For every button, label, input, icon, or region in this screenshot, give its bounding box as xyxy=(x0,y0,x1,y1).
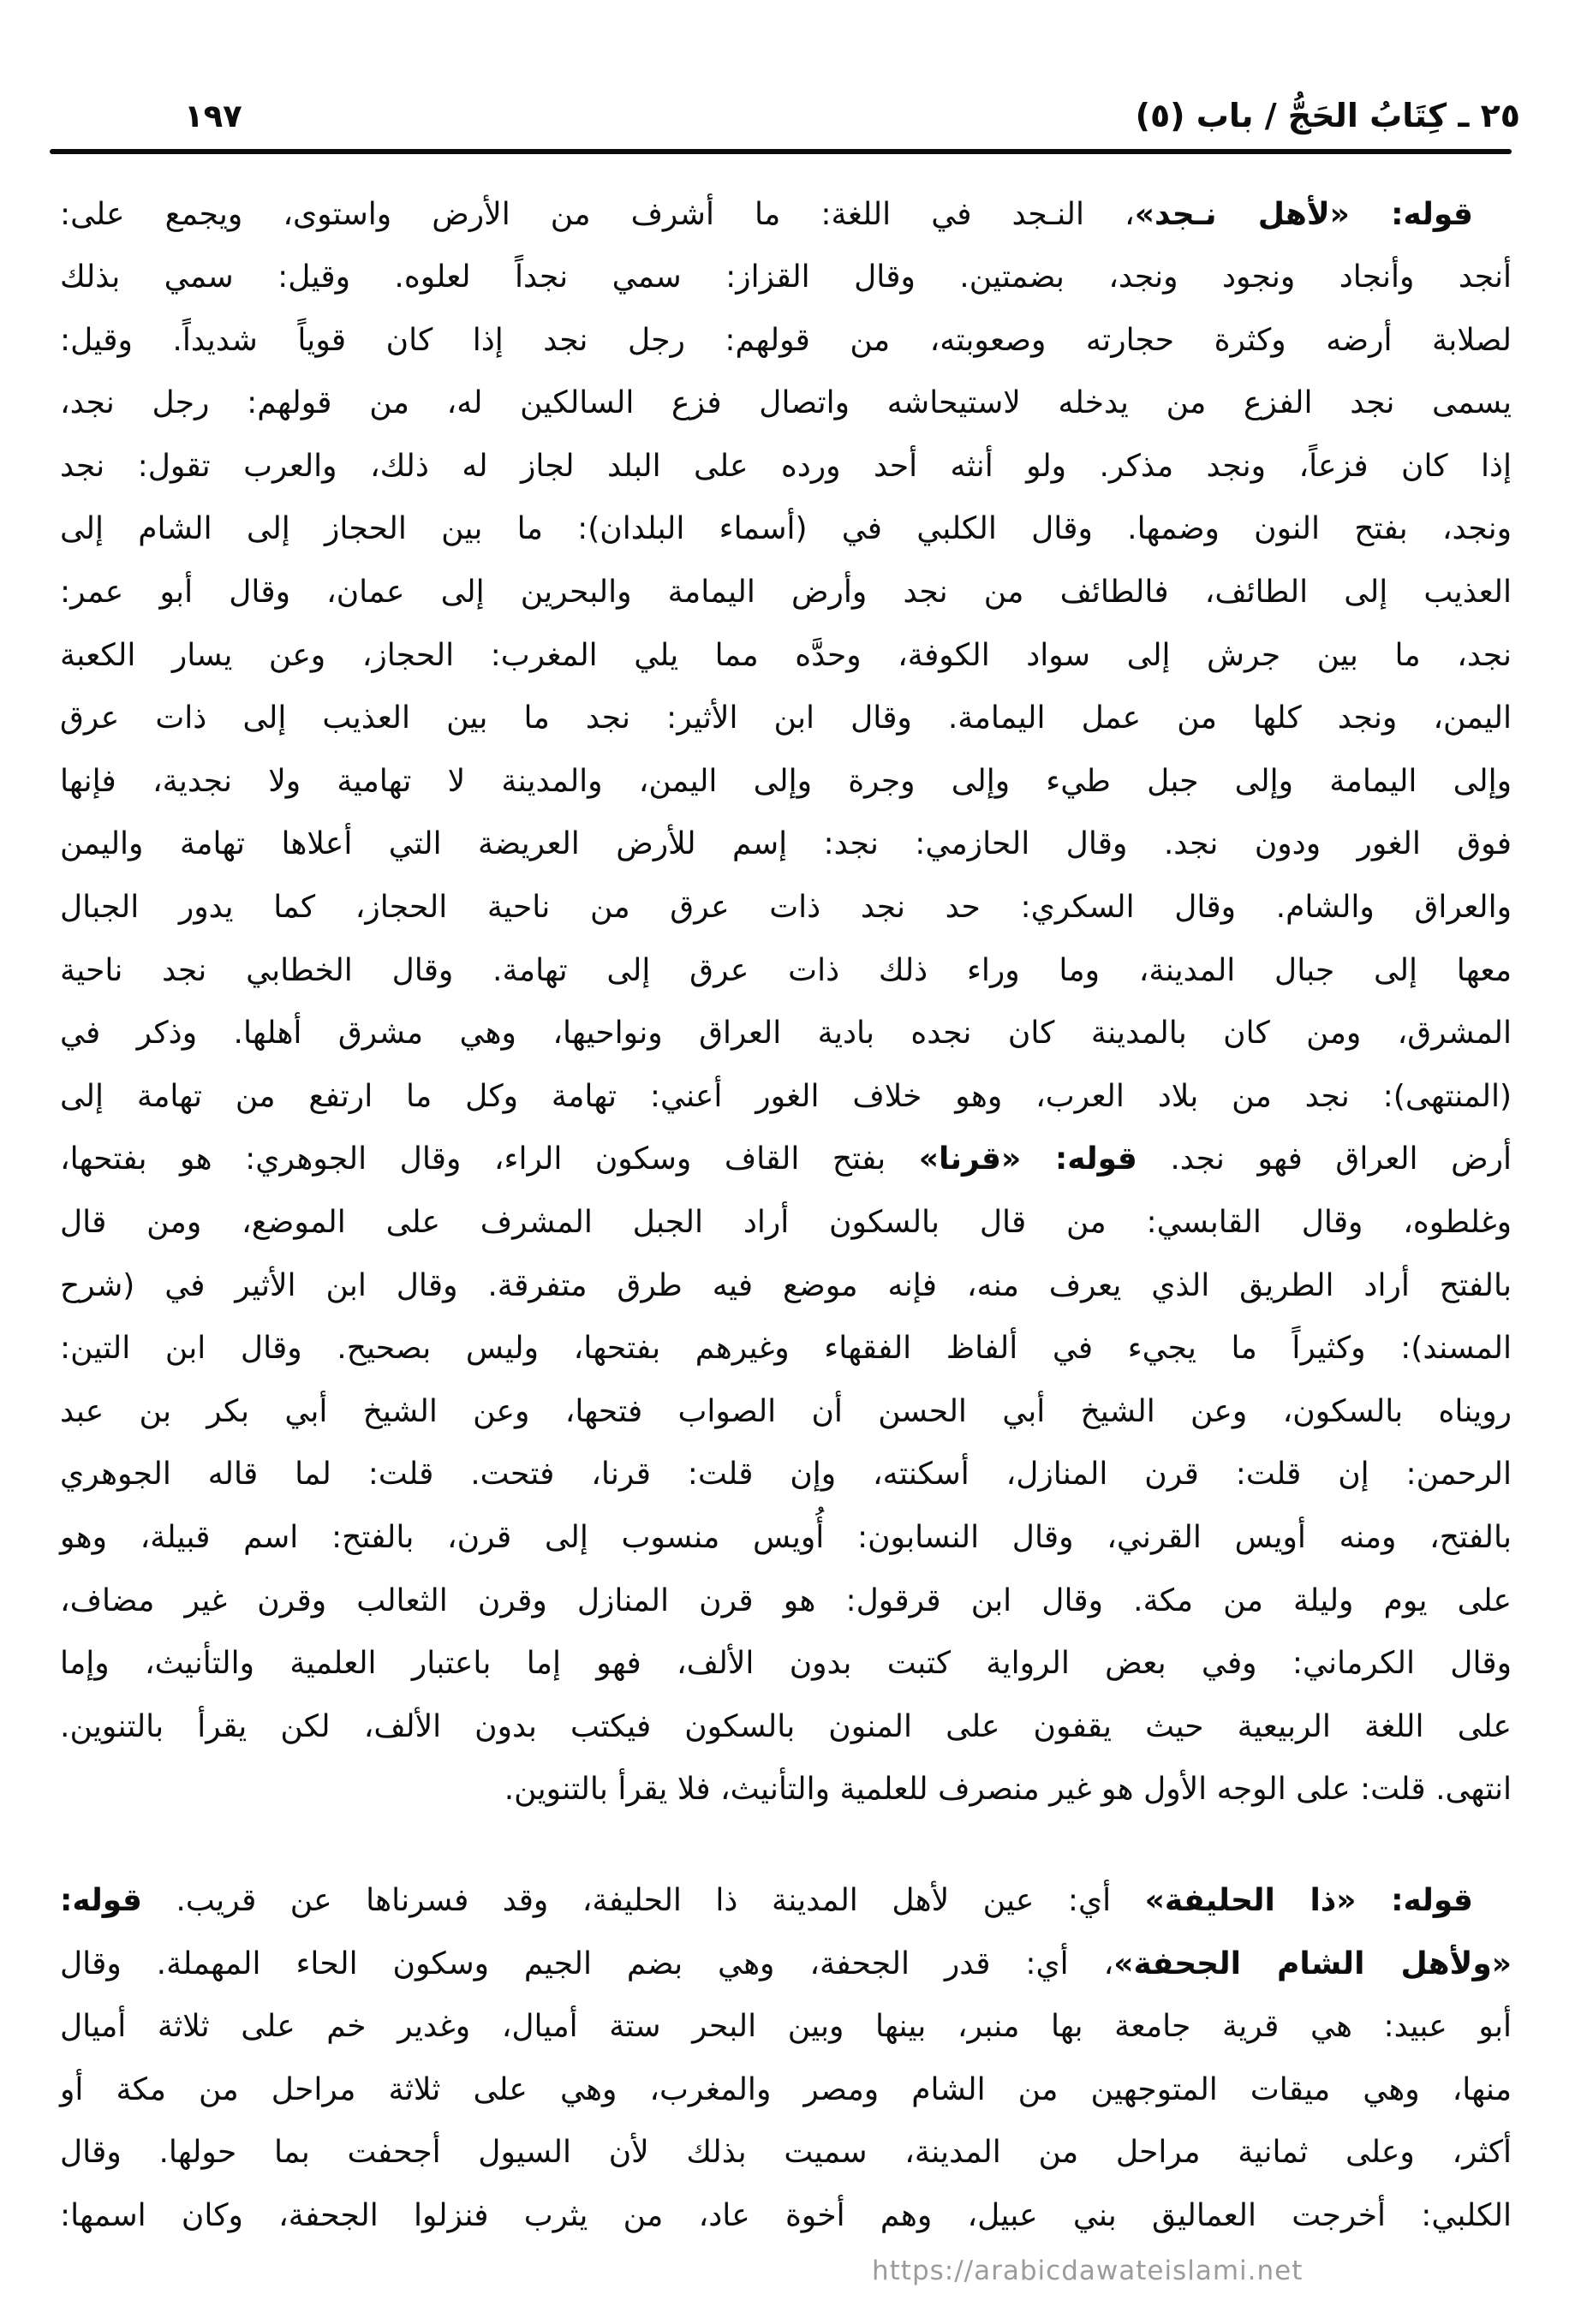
text-segment: وإلى اليمامة وإلى جبل طيء وإلى وجرة وإلى اليمن، والمدينة لا تهامية ولا نجدية، فإنها xyxy=(60,763,1512,799)
text-line xyxy=(60,1002,1512,1065)
text-segment: لصلابة أرضه وكثرة حجارته وصعوبته، من قولهم: رجل نجد إذا كان قوياً شديداً. وقيل: xyxy=(60,322,1512,358)
text-line xyxy=(60,1191,1512,1254)
emphasized-text: قوله: xyxy=(60,1882,142,1918)
text-line xyxy=(60,939,1512,1003)
text-segment: والعراق والشام. وقال السكري: حد نجد ذات عرق من ناحية الحجاز، كما يدور الجبال xyxy=(60,890,1512,926)
header-divider xyxy=(50,149,1512,154)
text-segment: بالفتح، ومنه أويس القرني، وقال النسابون: أُويس منسوب إلى قرن، بالفتح: اسم قبيلة، وهو xyxy=(60,1519,1512,1555)
text-line xyxy=(60,1632,1512,1695)
text-segment: نجد، ما بين جرش إلى سواد الكوفة، وحدَّه مما يلي المغرب: الحجاز، وعن يسار الكعبة xyxy=(60,637,1512,673)
text-segment: المشرق، ومن كان بالمدينة كان نجده بادية العراق ونواحيها، وهي مشرق أهلها. وذكر في xyxy=(60,1016,1512,1052)
text-segment: وقال الكرماني: وفي بعض الرواية كتبت بدون الألف، فهو إما باعتبار العلمية والتأنيث، وإما xyxy=(60,1646,1512,1682)
emphasized-text: قوله: «قرنا» xyxy=(918,1141,1137,1177)
page-number: ١٩٧ xyxy=(184,98,242,135)
text-line xyxy=(60,1695,1512,1759)
text-line xyxy=(60,498,1512,561)
text-segment: معها إلى جبال المدينة، وما وراء ذلك ذات عرق إلى تهامة. وقال الخطابي نجد ناحية xyxy=(60,952,1512,988)
chapter-title: ٢٥ ـ كِتَابُ الحَجُّ / باب (٥) xyxy=(1135,97,1520,134)
text-segment: أبو عبيد: هي قرية جامعة بها منبر، بينها وبين البحر ستة أميال، وغدير خم على ثلاثة أميال xyxy=(60,2009,1512,2045)
text-line xyxy=(60,1869,1512,1933)
text-line xyxy=(60,2121,1512,2184)
text-line xyxy=(60,1254,1512,1318)
text-line xyxy=(60,1380,1512,1444)
text-line xyxy=(60,624,1512,688)
paragraph-1 xyxy=(60,183,1512,1821)
text-line xyxy=(60,1317,1512,1380)
text-segment: الكلبي: أخرجت العماليق بني عبيل، وهم أخوة عاد، من يثرب فنزلوا الجحفة، وكان اسمها: xyxy=(60,2197,1512,2233)
text-segment: إذا كان فزعاً، ونجد مذكر. ولو أنثه أحد ورده على البلد لجاز له ذلك، والعرب تقول: نجد xyxy=(60,448,1512,484)
text-line xyxy=(60,1758,1512,1821)
text-segment: ونجد، بفتح النون وضمها. وقال الكلبي في (أسماء البلدان): ما بين الحجاز إلى الشام إلى xyxy=(60,511,1512,547)
text-line xyxy=(60,309,1512,372)
text-segment: يسمى نجد الفزع من يدخله لاستيحاشه واتصال فزع السالكين له، من قولهم: رجل نجد، xyxy=(60,385,1512,421)
text-segment: اليمن، ونجد كلها من عمل اليمامة. وقال ابن الأثير: نجد ما بين العذيب إلى ذات عرق xyxy=(60,700,1512,736)
text-segment: رويناه بالسكون، وعن الشيخ أبي الحسن أن الصواب فتحها، وعن الشيخ أبي بكر بن عبد xyxy=(60,1393,1512,1429)
paragraph-2 xyxy=(60,1869,1512,2248)
text-line xyxy=(60,1995,1512,2059)
text-line xyxy=(60,876,1512,939)
text-segment: وغلطوه، وقال القابسي: من قال بالسكون أراد الجبل المشرف على الموضع، ومن قال xyxy=(60,1205,1512,1240)
text-segment: انتهى. قلت: على الوجه الأول هو غير منصرف للعلمية والتأنيث، فلا يقرأ بالتنوين. xyxy=(504,1772,1512,1808)
text-segment: بفتح القاف وسكون الراء، وقال الجوهري: هو بفتحها، xyxy=(60,1141,919,1177)
emphasized-text: قوله: «لأهل نـجد» xyxy=(1134,196,1473,232)
text-line xyxy=(60,435,1512,498)
text-line xyxy=(60,1128,1512,1191)
text-segment: ، النـجد في اللغة: ما أشرف من الأرض واستوى، ويجمع على: xyxy=(60,196,1135,232)
emphasized-text: قوله: «ذا الحليفة» xyxy=(1144,1882,1474,1918)
text-line xyxy=(60,750,1512,813)
text-segment: ، أي: قدر الجحفة، وهي بضم الجيم وسكون الحاء المهملة. وقال xyxy=(60,1946,1114,1981)
text-body xyxy=(60,183,1512,2248)
text-segment: على يوم وليلة من مكة. وقال ابن قرقول: هو قرن المنازل وقرن الثعالب وقرن غير مضاف، xyxy=(60,1582,1512,1618)
text-line xyxy=(60,183,1512,247)
text-line xyxy=(60,1443,1512,1506)
text-line xyxy=(60,1570,1512,1633)
text-segment: (المنتهى): نجد من بلاد العرب، وهو خلاف الغور أعني: تهامة وكل ما ارتفع من تهامة إلى xyxy=(60,1078,1512,1114)
text-line xyxy=(60,1506,1512,1570)
text-segment: أكثر، وعلى ثمانية مراحل من المدينة، سميت بذلك لأن السيول أجحفت بما حولها. وقال xyxy=(60,2135,1512,2171)
text-segment: بالفتح أراد الطريق الذي يعرف منه، فإنه موضع فيه طرق متفرقة. وقال ابن الأثير في (شرح xyxy=(60,1267,1512,1303)
text-segment: منها، وهي ميقات المتوجهين من الشام ومصر والمغرب، وهي على ثلاثة مراحل من مكة أو xyxy=(60,2071,1512,2107)
text-line xyxy=(60,1933,1512,1996)
text-line xyxy=(60,1065,1512,1129)
page-header xyxy=(0,0,1593,137)
emphasized-text: «ولأهل الشام الجحفة» xyxy=(1113,1946,1512,1981)
text-line xyxy=(60,813,1512,876)
text-segment: العذيب إلى الطائف، فالطائف من نجد وأرض اليمامة والبحرين إلى عمان، وقال أبو عمر: xyxy=(60,575,1512,611)
text-segment: المسند): وكثيراً ما يجيء في ألفاظ الفقهاء وغيرهم بفتحها، وليس بصحيح. وقال ابن التين: xyxy=(60,1331,1512,1367)
text-segment: أنجد وأنجاد ونجود ونجد، بضمتين. وقال القزاز: سمي نجداً لعلوه. وقيل: سمي بذلك xyxy=(60,259,1512,295)
watermark-text: https://arabicdawateislami.net xyxy=(872,2255,1304,2286)
text-segment: أي: عين لأهل المدينة ذا الحليفة، وقد فسرناها عن قريب. xyxy=(141,1882,1145,1918)
text-line xyxy=(60,246,1512,309)
text-segment: الرحمن: إن قلت: قرن المنازل، أسكنته، وإن قلت: قرنا، فتحت. قلت: لما قاله الجوهري xyxy=(60,1457,1512,1493)
text-segment: فوق الغور ودون نجد. وقال الحازمي: نجد: إسم للأرض العريضة التي أعلاها تهامة واليمن xyxy=(60,826,1512,862)
text-line xyxy=(60,687,1512,750)
text-line xyxy=(60,372,1512,435)
text-segment: على اللغة الربيعية حيث يقفون على المنون بالسكون فيكتب بدون الألف، لكن يقرأ بالتنوين. xyxy=(60,1708,1512,1744)
text-line xyxy=(60,2184,1512,2248)
text-segment: أرض العراق فهو نجد. xyxy=(1137,1141,1512,1177)
text-line xyxy=(60,561,1512,624)
text-line xyxy=(60,2059,1512,2122)
